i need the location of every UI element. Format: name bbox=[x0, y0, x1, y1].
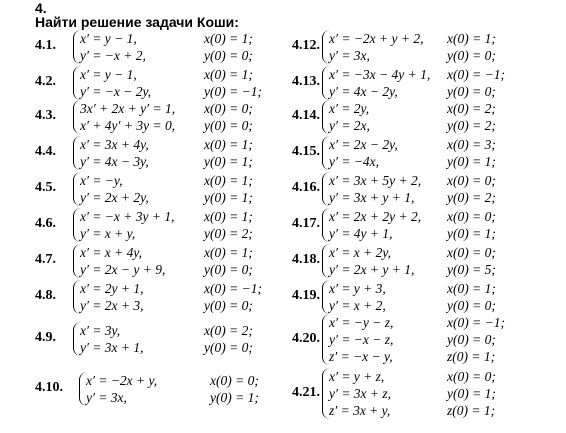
problem-number: 4.13. bbox=[292, 74, 320, 89]
initial-condition: x(0) = 0; bbox=[204, 101, 253, 116]
equation: y′ = −4x, bbox=[329, 154, 380, 169]
initial-condition: y(0) = 0; bbox=[204, 340, 253, 355]
equation-row bbox=[80, 189, 253, 206]
equation-system bbox=[73, 208, 253, 242]
equation-row bbox=[329, 261, 496, 278]
initial-condition: y(0) = 0; bbox=[204, 262, 253, 277]
equation-row bbox=[80, 153, 253, 170]
initial-condition: x(0) = 1; bbox=[204, 245, 253, 260]
equation: y′ = 2x, bbox=[329, 118, 370, 133]
initial-condition: x(0) = −1; bbox=[204, 281, 262, 296]
equation-row bbox=[329, 244, 496, 261]
equation-row bbox=[80, 280, 262, 297]
equation-row bbox=[80, 30, 253, 47]
initial-condition: y(0) = 0; bbox=[447, 298, 496, 313]
initial-condition: x(0) = 0; bbox=[210, 373, 259, 388]
equation: 3x′ + 2x + y′ = 1, bbox=[80, 101, 176, 116]
problem-number: 4.8. bbox=[35, 288, 56, 303]
initial-condition: z(0) = 1; bbox=[447, 349, 496, 364]
equation: x′ = −x + 3y + 1, bbox=[80, 209, 175, 224]
equation-row bbox=[329, 153, 496, 170]
equation-row bbox=[329, 189, 496, 206]
equation: y′ = x + 2, bbox=[329, 298, 386, 313]
equation-row bbox=[329, 368, 496, 385]
problem-number: 4.10. bbox=[35, 380, 63, 395]
initial-condition: x(0) = 0; bbox=[447, 209, 496, 224]
equation: x′ = 2y, bbox=[329, 101, 370, 116]
equation: y′ = 4y + 1, bbox=[329, 226, 393, 241]
initial-condition: y(0) = 1; bbox=[447, 386, 496, 401]
problem-number: 4.1. bbox=[35, 38, 56, 53]
equation-system bbox=[322, 66, 505, 100]
initial-condition: y(0) = 0; bbox=[447, 332, 496, 347]
problem-number: 4.18. bbox=[292, 252, 320, 267]
problem-number: 4.20. bbox=[292, 330, 320, 346]
equation: y′ = −x − z, bbox=[329, 332, 394, 347]
equation-system bbox=[322, 208, 496, 242]
equation: y′ = 2x − y + 9, bbox=[80, 262, 166, 277]
equation: x′ = −y − z, bbox=[329, 315, 394, 330]
equation-row bbox=[80, 261, 253, 278]
equation-row bbox=[329, 385, 496, 402]
equation: y′ = 3x + y + 1, bbox=[329, 190, 415, 205]
problem-number: 4.6. bbox=[35, 216, 56, 231]
problem-number: 4.14. bbox=[292, 108, 320, 123]
initial-condition: y(0) = 1; bbox=[204, 154, 253, 169]
equation-row bbox=[80, 136, 253, 153]
equation-row bbox=[80, 47, 253, 64]
equation-row bbox=[80, 172, 253, 189]
problem-number: 4.2. bbox=[35, 74, 56, 89]
equation: x′ = 3x + 4y, bbox=[80, 137, 149, 152]
equation: x′ = y + 3, bbox=[329, 281, 386, 296]
section-number: 4. bbox=[35, 0, 47, 16]
initial-condition: y(0) = 0; bbox=[204, 48, 253, 63]
initial-condition: y(0) = 1; bbox=[447, 226, 496, 241]
initial-condition: y(0) = 0; bbox=[204, 118, 253, 133]
initial-condition: z(0) = 1; bbox=[447, 403, 496, 418]
equation: y′ = −x + 2, bbox=[80, 48, 146, 63]
initial-condition: x(0) = 1; bbox=[204, 67, 253, 82]
initial-condition: x(0) = 1; bbox=[447, 31, 496, 46]
problem-number: 4.4. bbox=[35, 144, 56, 159]
equation-row bbox=[329, 297, 496, 314]
equation-system bbox=[73, 172, 253, 206]
equation-row bbox=[80, 322, 253, 339]
initial-condition: x(0) = 1; bbox=[204, 31, 253, 46]
equation: z′ = −x − y, bbox=[329, 349, 393, 364]
initial-condition: y(0) = −1; bbox=[204, 84, 262, 99]
equation: y′ = 2x + 2y, bbox=[80, 190, 149, 205]
initial-condition: x(0) = 0; bbox=[447, 369, 496, 384]
initial-condition: y(0) = 1; bbox=[204, 190, 253, 205]
equation-row bbox=[329, 348, 505, 365]
equation-row bbox=[80, 83, 262, 100]
equation-system bbox=[73, 30, 253, 64]
equation: x′ = −2x + y + 2, bbox=[329, 31, 424, 46]
equation-row bbox=[329, 225, 496, 242]
equation-row bbox=[329, 172, 496, 189]
equation: y′ = 4x − 3y, bbox=[80, 154, 149, 169]
equation: x′ = y + z, bbox=[329, 369, 385, 384]
equation-row bbox=[329, 331, 505, 348]
equation-system bbox=[73, 100, 253, 134]
equation: y′ = −x − 2y, bbox=[80, 84, 152, 99]
equation-row bbox=[80, 66, 262, 83]
initial-condition: x(0) = 1; bbox=[204, 173, 253, 188]
equation-row bbox=[80, 208, 253, 225]
problem-number: 4.17. bbox=[292, 216, 320, 231]
equation: y′ = 3x + 1, bbox=[80, 340, 144, 355]
equation-system bbox=[322, 368, 496, 419]
initial-condition: x(0) = 0; bbox=[447, 173, 496, 188]
equation-system bbox=[73, 136, 253, 170]
initial-condition: y(0) = 2; bbox=[204, 226, 253, 241]
equation: y′ = 4x − 2y, bbox=[329, 84, 398, 99]
equation-row bbox=[80, 117, 253, 134]
equation-row bbox=[329, 83, 505, 100]
initial-condition: x(0) = −1; bbox=[447, 315, 505, 330]
equation-row bbox=[329, 136, 496, 153]
equation-system bbox=[322, 100, 496, 134]
initial-condition: y(0) = 1; bbox=[210, 390, 259, 405]
equation: x′ = 2x + 2y + 2, bbox=[329, 209, 422, 224]
equation-row bbox=[329, 280, 496, 297]
equation: x′ = 2y + 1, bbox=[80, 281, 144, 296]
equation: x′ = 2x − 2y, bbox=[329, 137, 398, 152]
equation-row bbox=[329, 30, 496, 47]
equation-system bbox=[322, 172, 496, 206]
initial-condition: x(0) = 0; bbox=[447, 245, 496, 260]
equation: y′ = 2x + 3, bbox=[80, 298, 144, 313]
equation-system bbox=[322, 244, 496, 278]
equation: y′ = 3x, bbox=[86, 390, 127, 405]
equation: x′ = x + 4y, bbox=[80, 245, 143, 260]
equation: y′ = x + y, bbox=[80, 226, 136, 241]
equation-system bbox=[322, 314, 505, 365]
initial-condition: y(0) = 0; bbox=[447, 48, 496, 63]
initial-condition: y(0) = 2; bbox=[447, 118, 496, 133]
equation-system bbox=[73, 280, 262, 314]
initial-condition: y(0) = 1; bbox=[447, 154, 496, 169]
problem-number: 4.9. bbox=[35, 330, 56, 345]
equation-row bbox=[329, 208, 496, 225]
initial-condition: x(0) = 3; bbox=[447, 137, 496, 152]
problem-number: 4.5. bbox=[35, 180, 56, 195]
equation: z′ = 3x + y, bbox=[329, 403, 391, 418]
equation-system bbox=[322, 280, 496, 314]
equation: y′ = 3x, bbox=[329, 48, 370, 63]
equation-row bbox=[329, 66, 505, 83]
initial-condition: y(0) = 2; bbox=[447, 190, 496, 205]
equation-row bbox=[329, 117, 496, 134]
problem-number: 4.19. bbox=[292, 288, 320, 303]
initial-condition: x(0) = 1; bbox=[204, 209, 253, 224]
initial-condition: y(0) = 0; bbox=[447, 84, 496, 99]
equation-system bbox=[73, 244, 253, 278]
initial-condition: y(0) = 0; bbox=[204, 298, 253, 313]
equation-row bbox=[329, 47, 496, 64]
equation: x′ + 4y′ + 3y = 0, bbox=[80, 118, 176, 133]
initial-condition: x(0) = −1; bbox=[447, 67, 505, 82]
equation: x′ = x + 2y, bbox=[329, 245, 392, 260]
equation-row bbox=[80, 297, 262, 314]
initial-condition: x(0) = 1; bbox=[447, 281, 496, 296]
problem-number: 4.3. bbox=[35, 108, 56, 123]
equation-system bbox=[73, 66, 262, 100]
problem-number: 4.7. bbox=[35, 252, 56, 267]
equation-row bbox=[86, 389, 259, 406]
equation: x′ = −y, bbox=[80, 173, 123, 188]
equation-row bbox=[329, 402, 496, 419]
problem-number: 4.15. bbox=[292, 144, 320, 159]
initial-condition: y(0) = 5; bbox=[447, 262, 496, 277]
equation: x′ = y − 1, bbox=[80, 31, 137, 46]
equation: x′ = 3y, bbox=[80, 323, 121, 338]
initial-condition: x(0) = 2; bbox=[447, 101, 496, 116]
equation-system bbox=[322, 30, 496, 64]
equation: x′ = 3x + 5y + 2, bbox=[329, 173, 422, 188]
equation: x′ = y − 1, bbox=[80, 67, 137, 82]
problem-number: 4.21. bbox=[292, 384, 320, 400]
page-title: Найти решение задачи Коши: bbox=[35, 14, 239, 30]
equation-row bbox=[329, 314, 505, 331]
equation-row bbox=[86, 372, 259, 389]
equation-row bbox=[80, 244, 253, 261]
equation-system bbox=[322, 136, 496, 170]
equation-system bbox=[79, 372, 259, 406]
equation-row bbox=[80, 225, 253, 242]
equation-row bbox=[329, 100, 496, 117]
equation: y′ = 3x + z, bbox=[329, 386, 392, 401]
equation: y′ = 2x + y + 1, bbox=[329, 262, 415, 277]
initial-condition: x(0) = 2; bbox=[204, 323, 253, 338]
problem-number: 4.16. bbox=[292, 180, 320, 195]
initial-condition: x(0) = 1; bbox=[204, 137, 253, 152]
problem-number: 4.12. bbox=[292, 38, 320, 53]
equation-row bbox=[80, 100, 253, 117]
equation-system bbox=[73, 322, 253, 356]
equation: x′ = −2x + y, bbox=[86, 373, 158, 388]
equation: x′ = −3x − 4y + 1, bbox=[329, 67, 431, 82]
equation-row bbox=[80, 339, 253, 356]
